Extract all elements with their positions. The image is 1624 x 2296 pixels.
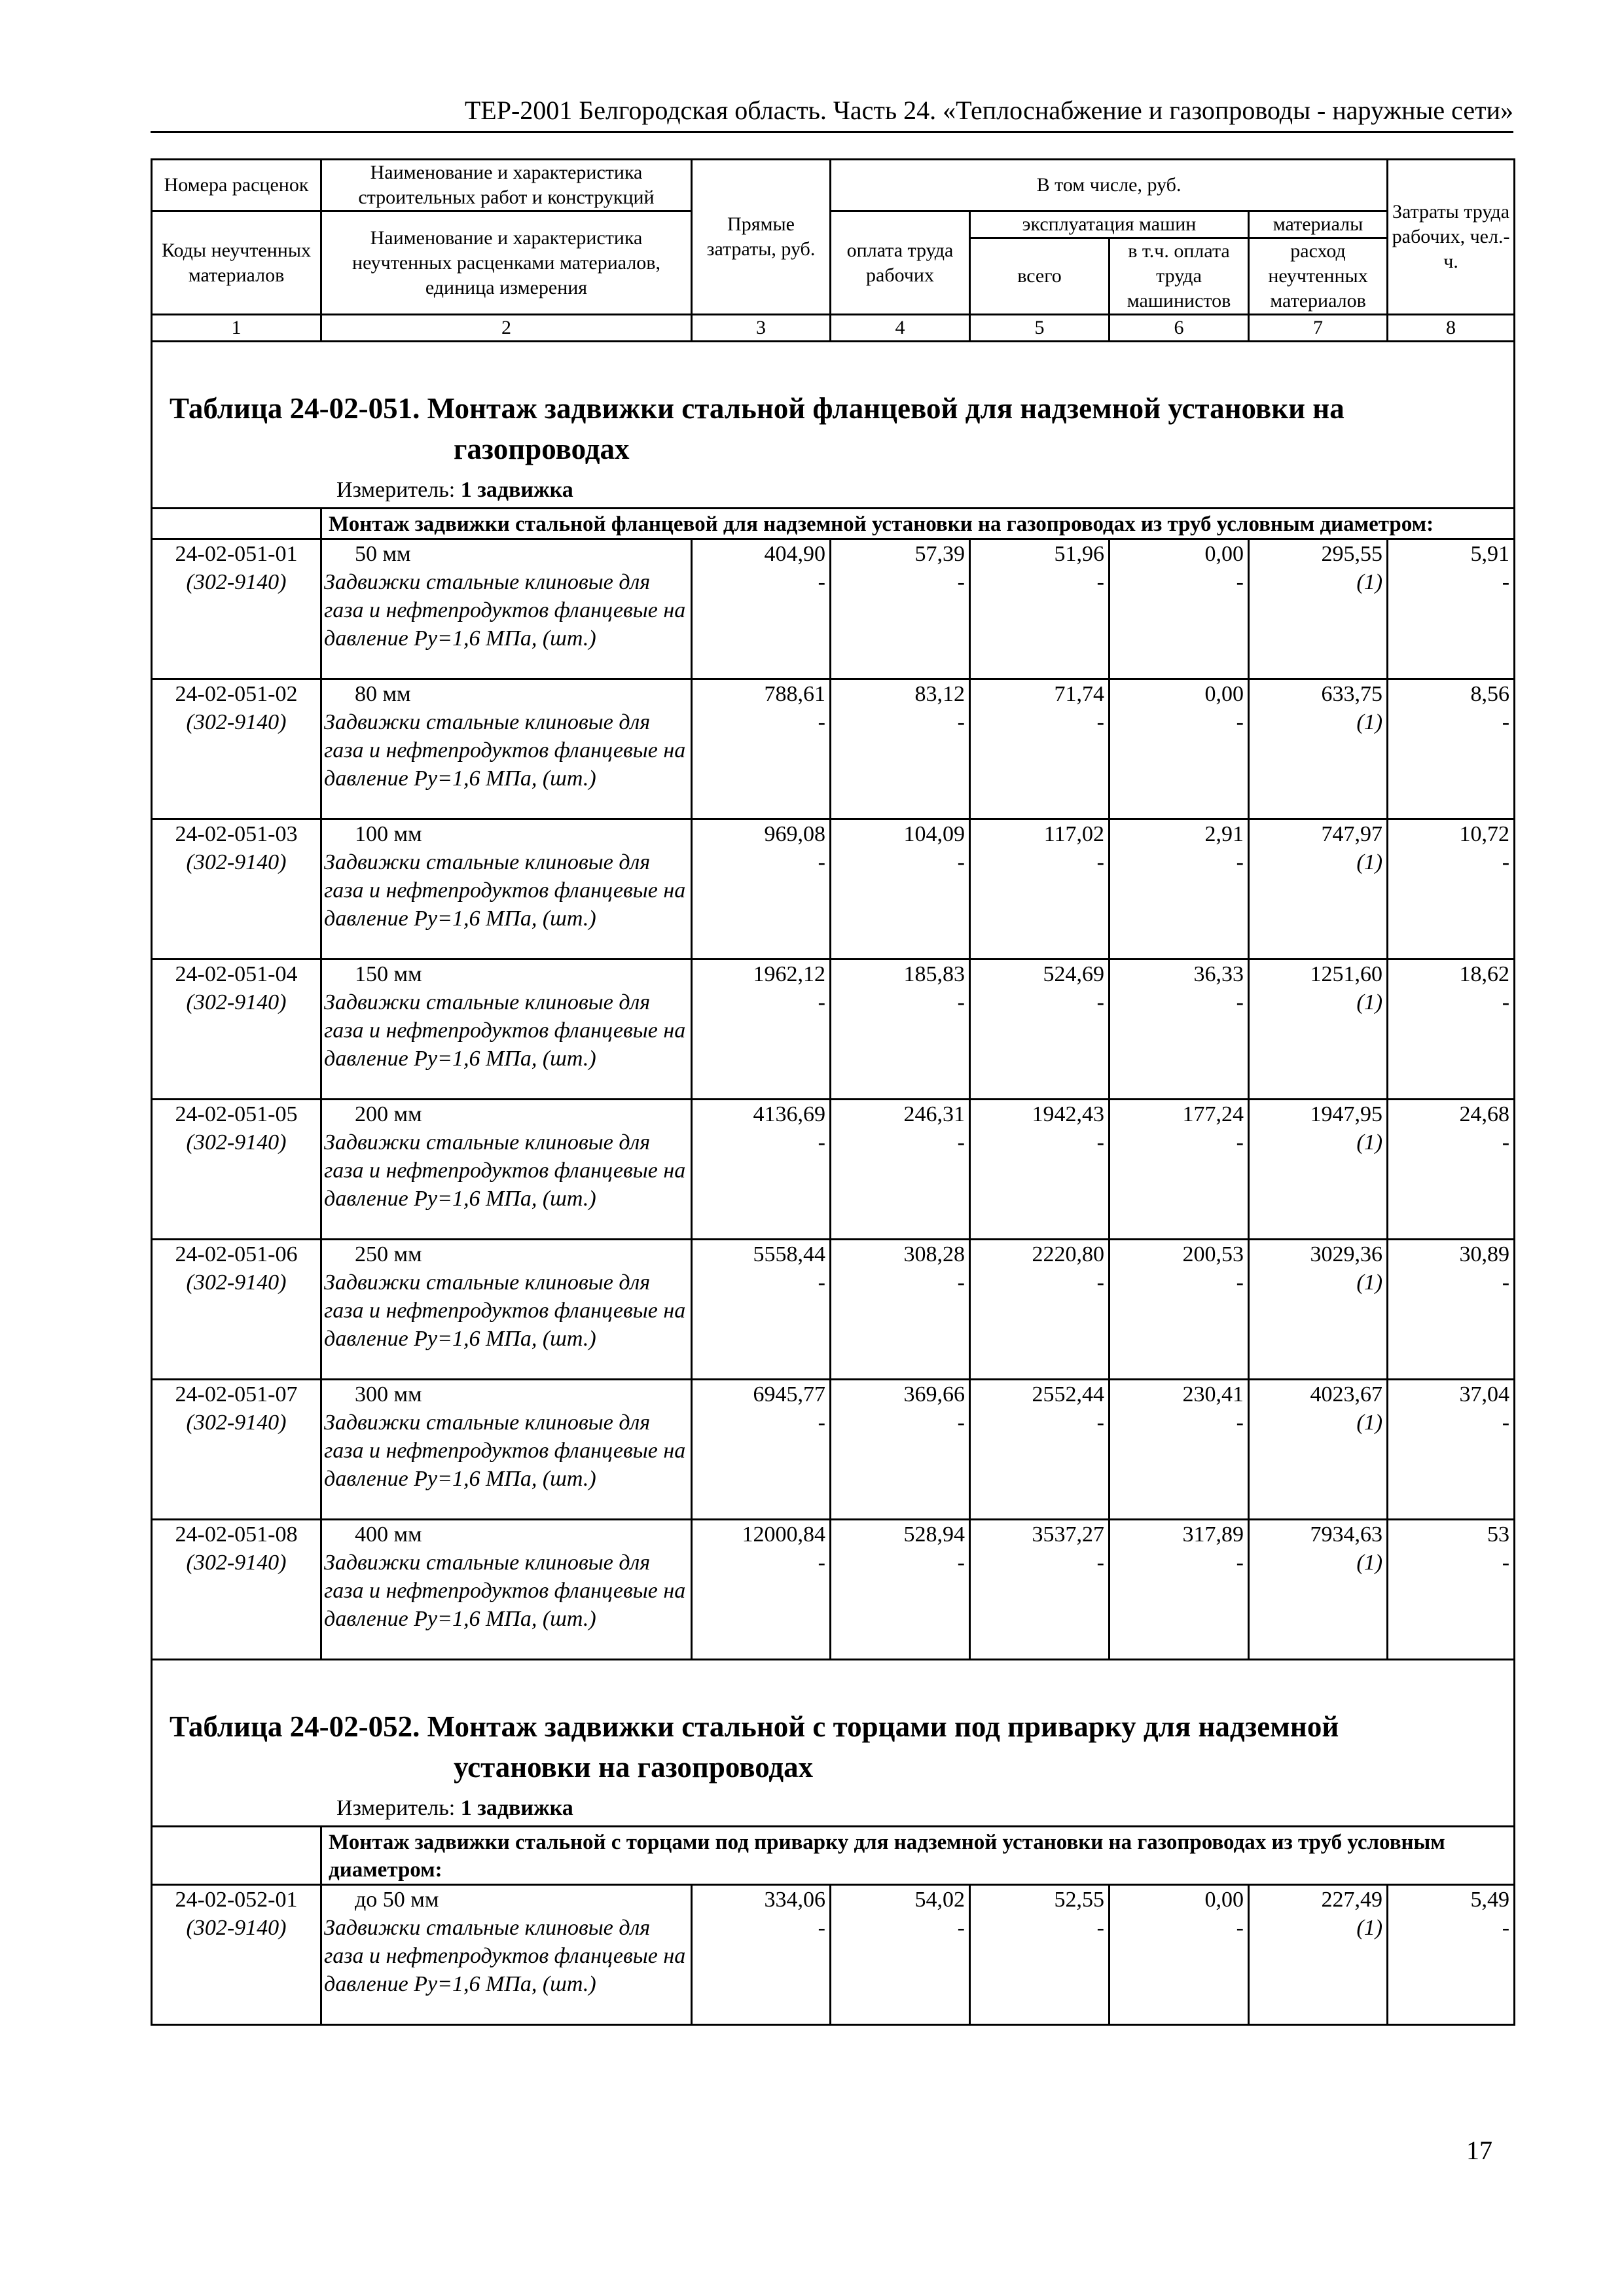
measure-row [152,476,1515,509]
value-hours-unaccounted: - [1502,990,1510,1014]
value-materials-unaccounted: (1) [1356,850,1383,874]
value-labor: 528,94 [903,1522,965,1547]
value-labor-unaccounted: - [957,850,965,874]
diameter: 50 мм [355,542,411,566]
col-number: 7 [1249,315,1388,342]
value-hours-unaccounted: - [1502,710,1510,734]
table-row [152,1520,1515,1660]
value-direct: 4136,69 [753,1102,825,1126]
value-machines-unaccounted: - [1096,1916,1104,1940]
rate-code: 24-02-051-02 [175,682,298,706]
rate-code: 24-02-051-08 [175,1522,298,1547]
col-number: 4 [831,315,970,342]
value-operators: 0,00 [1204,1888,1244,1912]
table-row [152,539,1515,679]
value-direct-unaccounted: - [818,990,825,1014]
value-hours: 5,91 [1470,542,1510,566]
material-code: (302-9140) [186,570,287,594]
value-direct: 12000,84 [742,1522,825,1547]
value-direct: 969,08 [764,822,825,846]
value-hours: 10,72 [1459,822,1510,846]
value-labor-unaccounted: - [957,1270,965,1295]
col-number: 5 [970,315,1110,342]
value-operators: 0,00 [1204,542,1244,566]
measure-value: 1 задвижка [460,1796,573,1820]
value-materials: 3029,36 [1310,1242,1383,1266]
value-machines: 3537,27 [1032,1522,1104,1547]
value-machines-unaccounted: - [1096,570,1104,594]
rate-code: 24-02-051-04 [175,962,298,986]
value-hours-unaccounted: - [1502,850,1510,874]
col-number: 2 [321,315,692,342]
running-header: ТЕР-2001 Белгородская область. Часть 24. «Теплоснабжение и газопроводы - наружные сети» [151,92,1513,133]
diameter: 200 мм [355,1102,422,1126]
diameter: 400 мм [355,1522,422,1547]
value-materials: 7934,63 [1310,1522,1383,1547]
value-machines: 71,74 [1054,682,1104,706]
header-material-names: Наименование и характеристика неучтенных расценками материалов, единица измерения [321,211,692,315]
material-code: (302-9140) [186,990,287,1014]
value-direct: 404,90 [764,542,825,566]
value-direct: 1962,12 [753,962,825,986]
value-labor-unaccounted: - [957,990,965,1014]
value-materials-unaccounted: (1) [1356,1916,1383,1940]
diameter: 300 мм [355,1382,422,1407]
section-title-line1: Таблица 24-02-051. Монтаж задвижки стальной фланцевой для надземной установки на [170,392,1344,425]
table-row [152,1380,1515,1520]
material-name: Задвижки стальные клиновые для газа и нефтепродуктов фланцевые на давление Ру=1,6 МПа, (шт.) [324,710,686,791]
material-code: (302-9140) [186,1916,287,1940]
value-operators: 0,00 [1204,682,1244,706]
section-title [153,1660,1513,1794]
group-header: Монтаж задвижки стальной фланцевой для надземной установки на газопроводах из труб условным диаметром: [329,512,1434,536]
section-title-line2: установки на газопроводах [454,1751,814,1784]
value-hours: 37,04 [1459,1382,1510,1407]
header-row-1 [152,160,1515,211]
group-header-row [152,1827,1515,1885]
section-title-line2: газопроводах [454,433,630,465]
col-number: 8 [1388,315,1515,342]
value-machines-unaccounted: - [1096,850,1104,874]
rate-code: 24-02-051-05 [175,1102,298,1126]
header-labor-cost: Затраты труда рабочих, чел.-ч. [1388,160,1515,315]
value-labor: 104,09 [903,822,965,846]
measure-value: 1 задвижка [460,478,573,502]
material-name: Задвижки стальные клиновые для газа и нефтепродуктов фланцевые на давление Ру=1,6 МПа, (шт.) [324,1410,686,1491]
table-row [152,1100,1515,1240]
value-labor-unaccounted: - [957,570,965,594]
value-machines-unaccounted: - [1096,990,1104,1014]
value-machines-unaccounted: - [1096,1270,1104,1295]
header-work-name: Наименование и характеристика строительных работ и конструкций [321,160,692,211]
group-header-row [152,509,1515,539]
value-materials-unaccounted: (1) [1356,1130,1383,1155]
value-direct: 5558,44 [753,1242,825,1266]
value-operators: 36,33 [1193,962,1244,986]
header-direct-costs: Прямые затраты, руб. [692,160,831,315]
value-direct-unaccounted: - [818,1410,825,1435]
header-in-total: В том числе, руб. [831,160,1388,211]
value-materials: 1251,60 [1310,962,1383,986]
material-name: Задвижки стальные клиновые для газа и нефтепродуктов фланцевые на давление Ру=1,6 МПа, (шт.) [324,1551,686,1631]
measure-unit [153,476,1513,507]
header-row-2 [152,211,1515,238]
value-labor: 308,28 [903,1242,965,1266]
value-machines: 51,96 [1054,542,1104,566]
value-hours-unaccounted: - [1502,1916,1510,1940]
value-operators: 177,24 [1182,1102,1244,1126]
measure-label: Измеритель: [336,478,456,502]
value-operators-unaccounted: - [1236,1916,1244,1940]
value-labor: 83,12 [914,682,965,706]
value-hours-unaccounted: - [1502,1130,1510,1155]
measure-label: Измеритель: [336,1796,456,1820]
value-operators: 200,53 [1182,1242,1244,1266]
material-name: Задвижки стальные клиновые для газа и нефтепродуктов фланцевые на давление Ру=1,6 МПа, (шт.) [324,850,686,931]
rate-code: 24-02-052-01 [175,1888,298,1912]
value-operators-unaccounted: - [1236,1270,1244,1295]
value-direct-unaccounted: - [818,850,825,874]
material-code: (302-9140) [186,1270,287,1295]
header-rate-numbers: Номера расценок [152,160,321,211]
value-direct: 334,06 [764,1888,825,1912]
value-materials: 633,75 [1321,682,1383,706]
value-direct-unaccounted: - [818,1270,825,1295]
value-direct-unaccounted: - [818,1551,825,1575]
section-title [153,342,1513,476]
col-number: 6 [1110,315,1249,342]
value-operators-unaccounted: - [1236,990,1244,1014]
value-labor-unaccounted: - [957,1410,965,1435]
table-row [152,1885,1515,2025]
diameter: 150 мм [355,962,422,986]
value-machines-unaccounted: - [1096,1410,1104,1435]
value-materials: 295,55 [1321,542,1383,566]
diameter: до 50 мм [355,1888,439,1912]
rate-code: 24-02-051-03 [175,822,298,846]
value-labor-unaccounted: - [957,710,965,734]
value-materials-unaccounted: (1) [1356,990,1383,1014]
value-machines: 524,69 [1043,962,1104,986]
value-hours: 30,89 [1459,1242,1510,1266]
value-direct-unaccounted: - [818,1130,825,1155]
diameter: 100 мм [355,822,422,846]
material-name: Задвижки стальные клиновые для газа и нефтепродуктов фланцевые на давление Ру=1,6 МПа, (шт.) [324,990,686,1071]
value-hours: 5,49 [1470,1888,1510,1912]
value-machines: 2220,80 [1032,1242,1104,1266]
section-title-line1: Таблица 24-02-052. Монтаж задвижки стальной с торцами под приварку для надземной [170,1710,1339,1743]
value-labor: 54,02 [914,1888,965,1912]
material-name: Задвижки стальные клиновые для газа и нефтепродуктов фланцевые на давление Ру=1,6 МПа, (шт.) [324,570,686,651]
table-row [152,819,1515,960]
header-labor-pay: оплата труда рабочих [831,211,970,315]
material-code: (302-9140) [186,850,287,874]
value-hours: 18,62 [1459,962,1510,986]
value-hours: 8,56 [1470,682,1510,706]
value-operators-unaccounted: - [1236,710,1244,734]
material-code: (302-9140) [186,1130,287,1155]
value-machines: 1942,43 [1032,1102,1104,1126]
material-name: Задвижки стальные клиновые для газа и нефтепродуктов фланцевые на давление Ру=1,6 МПа, (шт.) [324,1916,686,1996]
value-operators-unaccounted: - [1236,570,1244,594]
value-machines-unaccounted: - [1096,1551,1104,1575]
material-code: (302-9140) [186,1410,287,1435]
header-machines: эксплуатация машин [970,211,1249,238]
diameter: 80 мм [355,682,411,706]
page-number: 17 [1466,2136,1492,2165]
table-row [152,679,1515,819]
value-materials-unaccounted: (1) [1356,570,1383,594]
value-operators-unaccounted: - [1236,1551,1244,1575]
value-machines-unaccounted: - [1096,1130,1104,1155]
value-labor: 369,66 [903,1382,965,1407]
value-labor: 57,39 [914,542,965,566]
value-hours-unaccounted: - [1502,1270,1510,1295]
value-materials: 1947,95 [1310,1102,1383,1126]
material-name: Задвижки стальные клиновые для газа и нефтепродуктов фланцевые на давление Ру=1,6 МПа, (шт.) [324,1270,686,1351]
value-materials: 227,49 [1321,1888,1383,1912]
value-operators: 317,89 [1182,1522,1244,1547]
value-direct: 6945,77 [753,1382,825,1407]
col-number: 3 [692,315,831,342]
material-code: (302-9140) [186,1551,287,1575]
value-labor-unaccounted: - [957,1551,965,1575]
header-machines-operators: в т.ч. оплата труда машинистов [1110,238,1249,315]
value-hours: 24,68 [1459,1102,1510,1126]
rate-code: 24-02-051-06 [175,1242,298,1266]
value-hours-unaccounted: - [1502,1410,1510,1435]
header-column-numbers [152,315,1515,342]
header-materials: материалы [1249,211,1388,238]
value-direct-unaccounted: - [818,1916,825,1940]
price-table [151,158,1515,2026]
section-title-row [152,1660,1515,1795]
value-machines: 52,55 [1054,1888,1104,1912]
group-header: Монтаж задвижки стальной с торцами под приварку для надземной установки на газопроводах из труб условным диаметром: [329,1831,1445,1882]
value-materials: 4023,67 [1310,1382,1383,1407]
value-operators-unaccounted: - [1236,1410,1244,1435]
value-materials: 747,97 [1321,822,1383,846]
table-row [152,960,1515,1100]
header-machines-total: всего [970,238,1110,315]
value-materials-unaccounted: (1) [1356,1270,1383,1295]
measure-row [152,1794,1515,1827]
value-direct: 788,61 [764,682,825,706]
value-labor: 246,31 [903,1102,965,1126]
value-machines: 2552,44 [1032,1382,1104,1407]
value-operators: 2,91 [1204,822,1244,846]
value-labor: 185,83 [903,962,965,986]
value-materials-unaccounted: (1) [1356,1410,1383,1435]
diameter: 250 мм [355,1242,422,1266]
material-code: (302-9140) [186,710,287,734]
value-operators-unaccounted: - [1236,1130,1244,1155]
header-materials-unaccounted: расход неучтенных материалов [1249,238,1388,315]
value-hours: 53 [1487,1522,1510,1547]
header-material-codes: Коды неучтенных материалов [152,211,321,315]
value-hours-unaccounted: - [1502,1551,1510,1575]
value-machines: 117,02 [1043,822,1104,846]
value-materials-unaccounted: (1) [1356,710,1383,734]
value-direct-unaccounted: - [818,710,825,734]
rate-code: 24-02-051-07 [175,1382,298,1407]
value-operators: 230,41 [1182,1382,1244,1407]
value-labor-unaccounted: - [957,1916,965,1940]
value-materials-unaccounted: (1) [1356,1551,1383,1575]
value-machines-unaccounted: - [1096,710,1104,734]
material-name: Задвижки стальные клиновые для газа и нефтепродуктов фланцевые на давление Ру=1,6 МПа, (шт.) [324,1130,686,1211]
col-number: 1 [152,315,321,342]
measure-unit [153,1794,1513,1825]
value-hours-unaccounted: - [1502,570,1510,594]
value-direct-unaccounted: - [818,570,825,594]
rate-code: 24-02-051-01 [175,542,298,566]
section-title-row [152,342,1515,476]
table-row [152,1240,1515,1380]
value-labor-unaccounted: - [957,1130,965,1155]
value-operators-unaccounted: - [1236,850,1244,874]
